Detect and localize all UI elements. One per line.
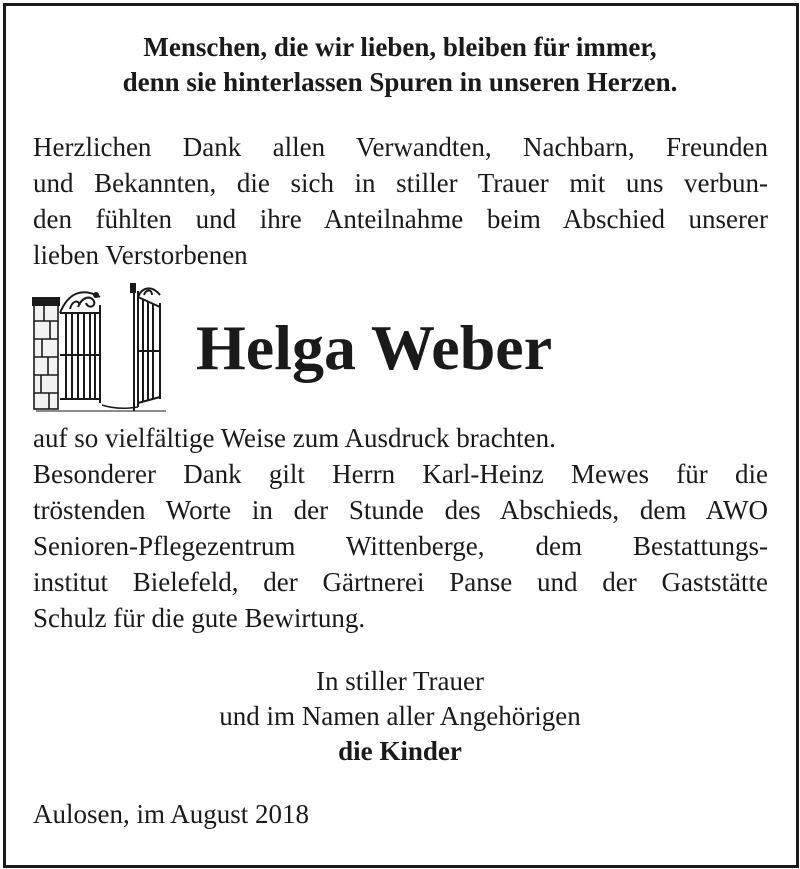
thanks-line-6: Schulz für die gute Bewirtung. xyxy=(33,603,366,633)
intro-line-3: den fühlten und ihre Anteilnahme beim Abschied unserer xyxy=(33,204,768,234)
intro-paragraph xyxy=(33,129,768,273)
thanks-line-5: institut Bielefeld, der Gärtnerei Panse und der Gaststätte xyxy=(33,567,768,597)
motto xyxy=(0,30,800,100)
motto-line-2: denn sie hinterlassen Spuren in unseren Herzen. xyxy=(122,67,678,97)
intro-line-1: Herzlichen Dank allen Verwandten, Nachbarn, Freunden xyxy=(33,132,768,162)
signoff xyxy=(0,664,800,769)
deceased-name: Helga Weber xyxy=(196,312,553,383)
thanks-paragraph xyxy=(33,420,768,636)
thanks-line-3: tröstenden Worte in der Stunde des Abschieds, dem AWO xyxy=(33,495,768,525)
intro-line-2: und Bekannten, die sich in stiller Trauer mit uns verbun- xyxy=(33,168,768,198)
thanks-line-1: auf so vielfältige Weise zum Ausdruck brachten. xyxy=(33,423,556,453)
thanks-line-4: Senioren-Pflegezentrum Wittenberge, dem Bestattungs- xyxy=(33,531,768,561)
signoff-line-1: In stiller Trauer xyxy=(316,666,484,696)
place-and-date: Aulosen, im August 2018 xyxy=(33,799,310,829)
intro-line-4: lieben Verstorbenen xyxy=(33,240,248,270)
thanks-line-2: Besonderer Dank gilt Herrn Karl-Heinz Mewes für die xyxy=(33,459,768,489)
motto-line-1: Menschen, die wir lieben, bleiben für immer, xyxy=(143,32,657,62)
signoff-signature: die Kinder xyxy=(338,736,462,766)
open-garden-gate-icon xyxy=(30,283,170,413)
signoff-line-2: und im Namen aller Angehörigen xyxy=(219,701,581,731)
